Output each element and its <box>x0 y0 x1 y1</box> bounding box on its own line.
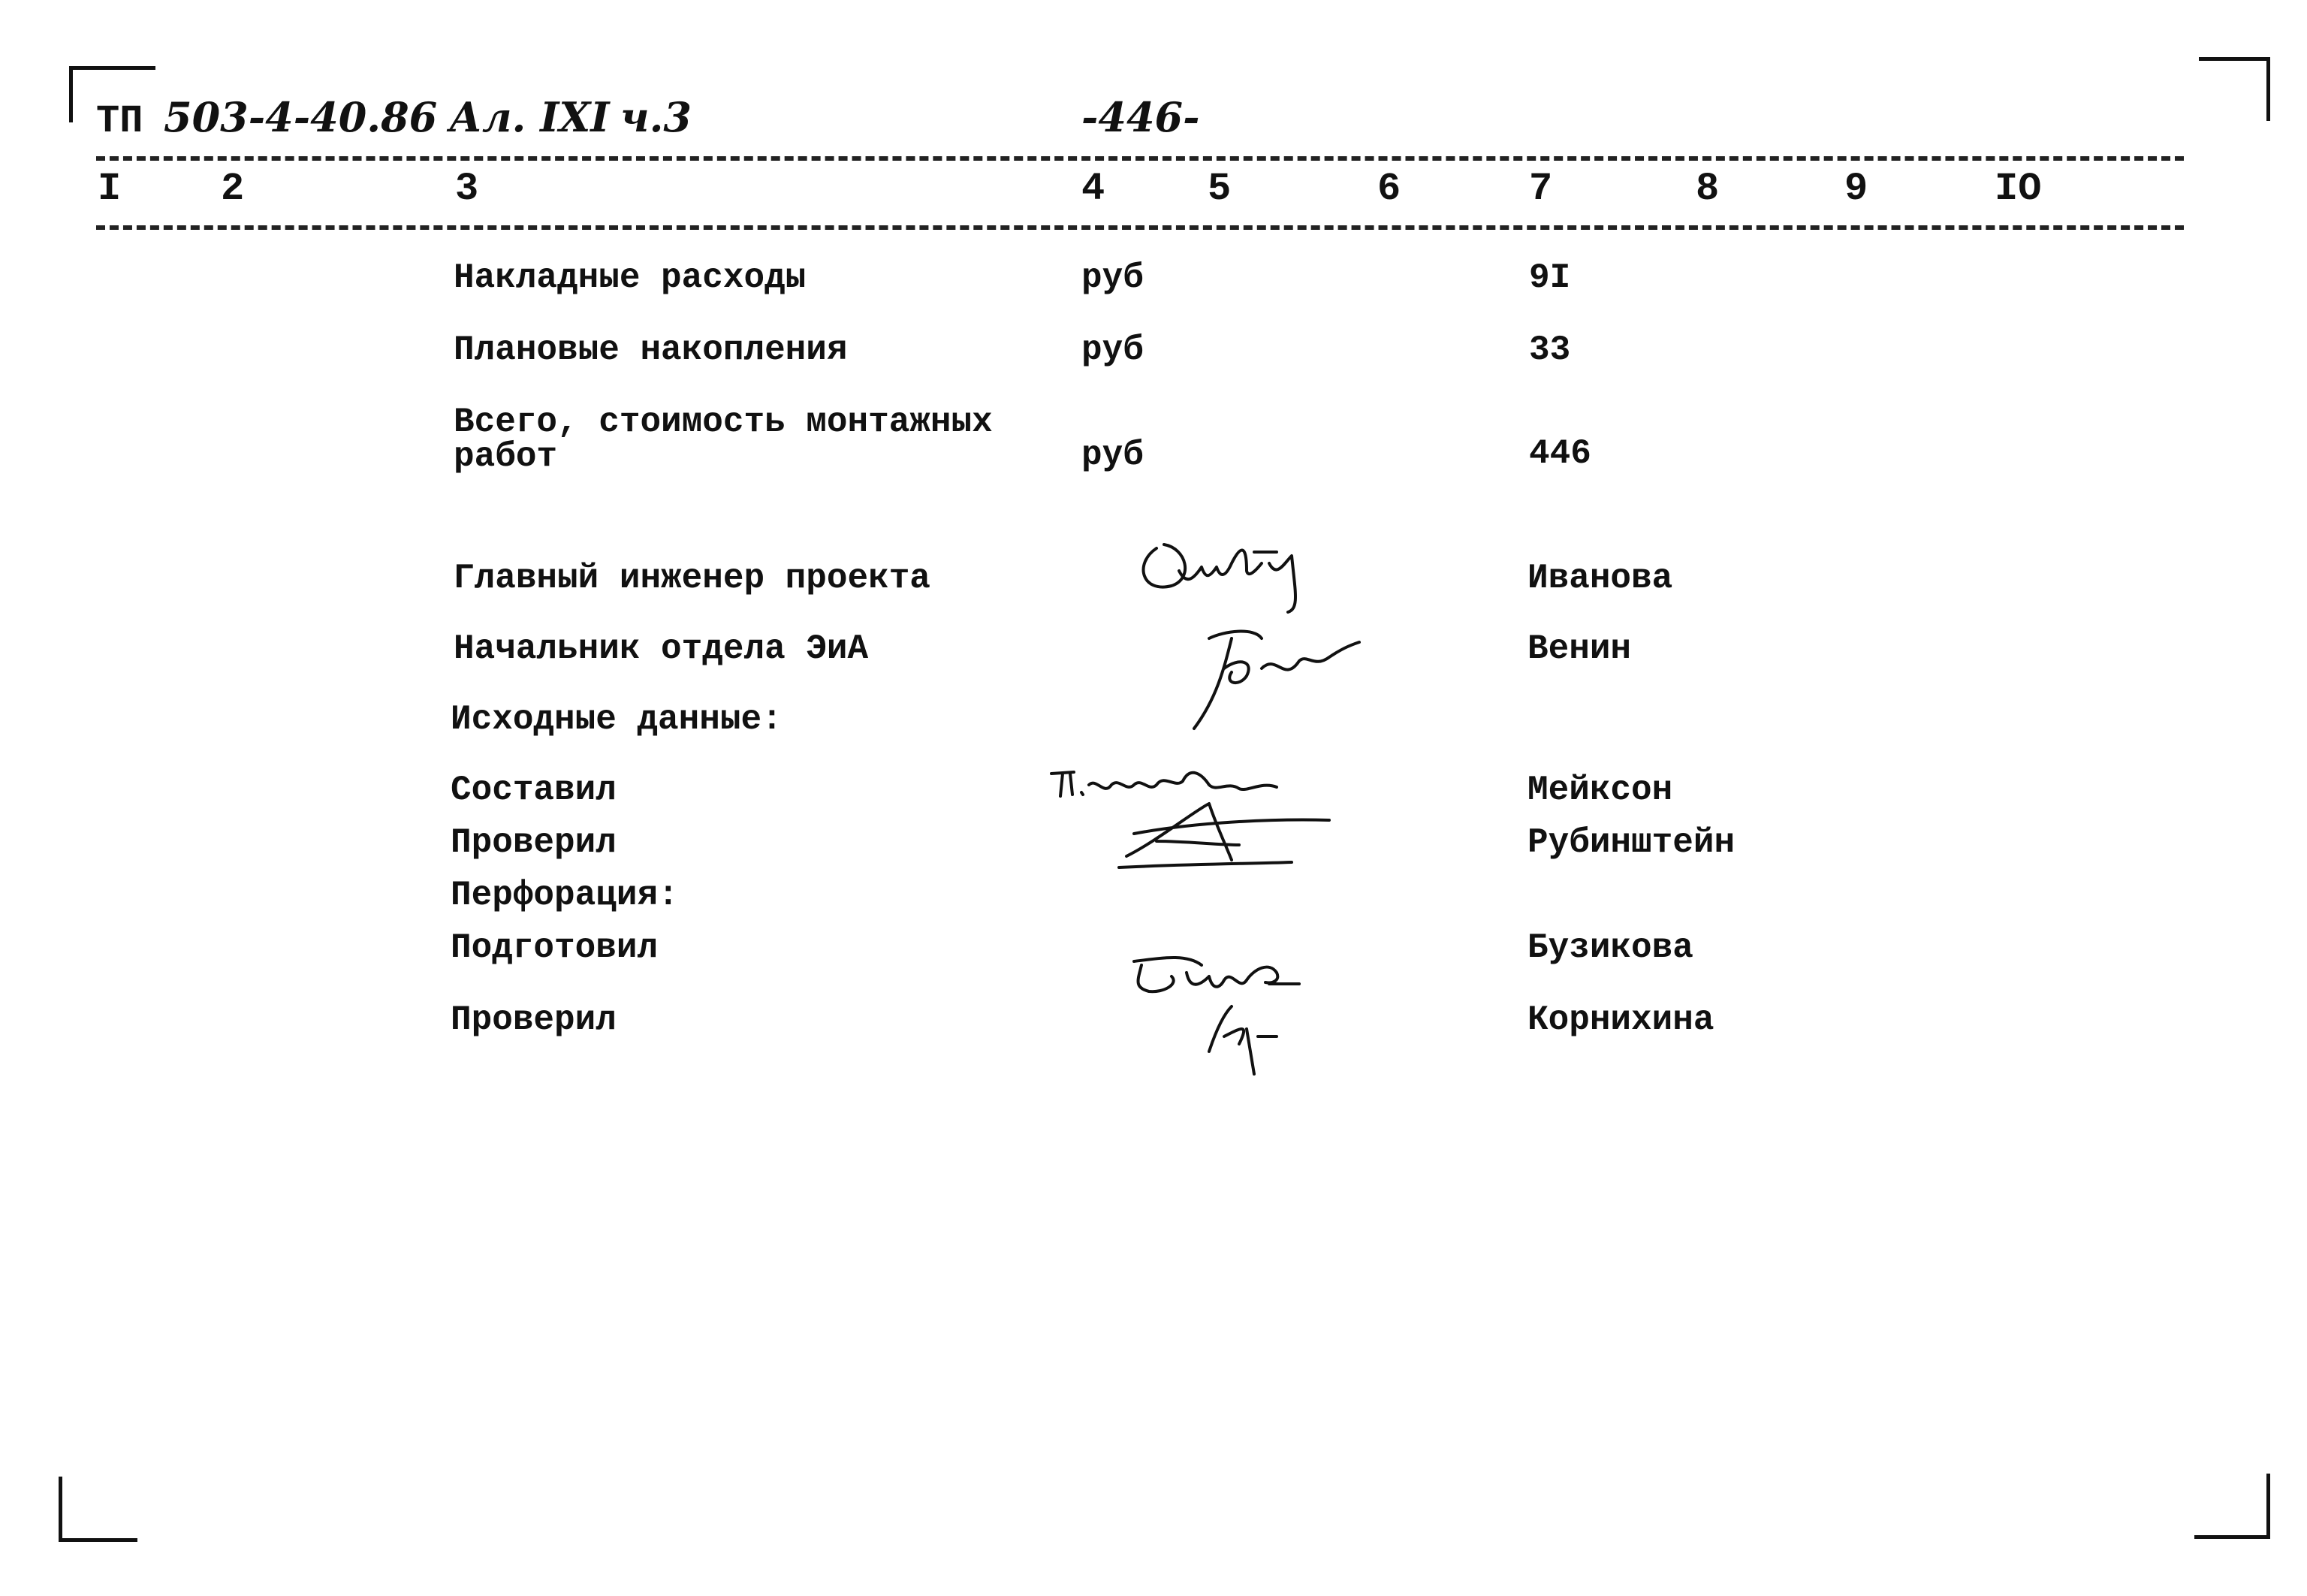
signature-name: Корнихина <box>1527 1000 1714 1039</box>
row-name-line2: работ <box>454 437 558 476</box>
signature-role: Начальник отдела ЭиА <box>454 629 869 668</box>
signature-role: Проверил <box>451 823 617 862</box>
row-value: 9I <box>1529 258 1571 297</box>
column-number: 7 <box>1529 167 1553 211</box>
row-name: Плановые накопления <box>454 330 848 370</box>
column-number: 2 <box>221 167 245 211</box>
row-name-line1: Всего, стоимость монтажных <box>454 403 993 442</box>
signature-role: Главный инженер проекта <box>454 559 930 598</box>
column-number: IO <box>1995 167 2042 211</box>
signature-name: Иванова <box>1527 559 1673 598</box>
header-rule-top <box>96 156 2184 161</box>
signature-role: Подготовил <box>451 928 659 967</box>
handwritten-signature <box>1126 533 1322 616</box>
column-number: 9 <box>1844 167 1868 211</box>
row-unit: руб <box>1081 436 1144 475</box>
header-rule-bottom <box>96 225 2184 230</box>
handwritten-signature <box>1044 751 1359 879</box>
handwritten-signature <box>1119 939 1344 1089</box>
frame-corner-bottom-left <box>59 1477 137 1542</box>
column-number: 6 <box>1377 167 1401 211</box>
frame-corner-top-right <box>2199 57 2270 121</box>
column-number: 5 <box>1208 167 1232 211</box>
signature-section-heading: Перфорация: <box>451 876 679 915</box>
column-number: I <box>98 167 122 211</box>
signature-role: Составил <box>451 771 617 810</box>
doc-prefix: ТП <box>96 99 143 143</box>
column-number: 3 <box>455 167 479 211</box>
row-unit: руб <box>1081 258 1144 297</box>
page-number: -446- <box>1081 93 1200 141</box>
signature-name: Мейксон <box>1527 771 1673 810</box>
signature-name: Рубинштейн <box>1527 823 1736 862</box>
column-number: 8 <box>1696 167 1720 211</box>
row-name: Накладные расходы <box>454 258 807 297</box>
signature-section-heading: Исходные данные: <box>451 700 783 739</box>
row-value: 33 <box>1529 330 1571 370</box>
signature-role: Проверил <box>451 1000 617 1039</box>
row-unit: руб <box>1081 330 1144 370</box>
signature-name: Бузикова <box>1527 928 1693 967</box>
handwritten-signature <box>1149 616 1389 736</box>
doc-album: Ал. IXI <box>449 93 610 141</box>
frame-corner-bottom-right <box>2194 1474 2270 1539</box>
signature-name: Венин <box>1527 629 1632 668</box>
column-number: 4 <box>1081 167 1105 211</box>
doc-code: 503-4-40.86 <box>164 93 438 141</box>
row-value: 446 <box>1529 434 1591 473</box>
doc-part: ч.3 <box>620 93 692 141</box>
